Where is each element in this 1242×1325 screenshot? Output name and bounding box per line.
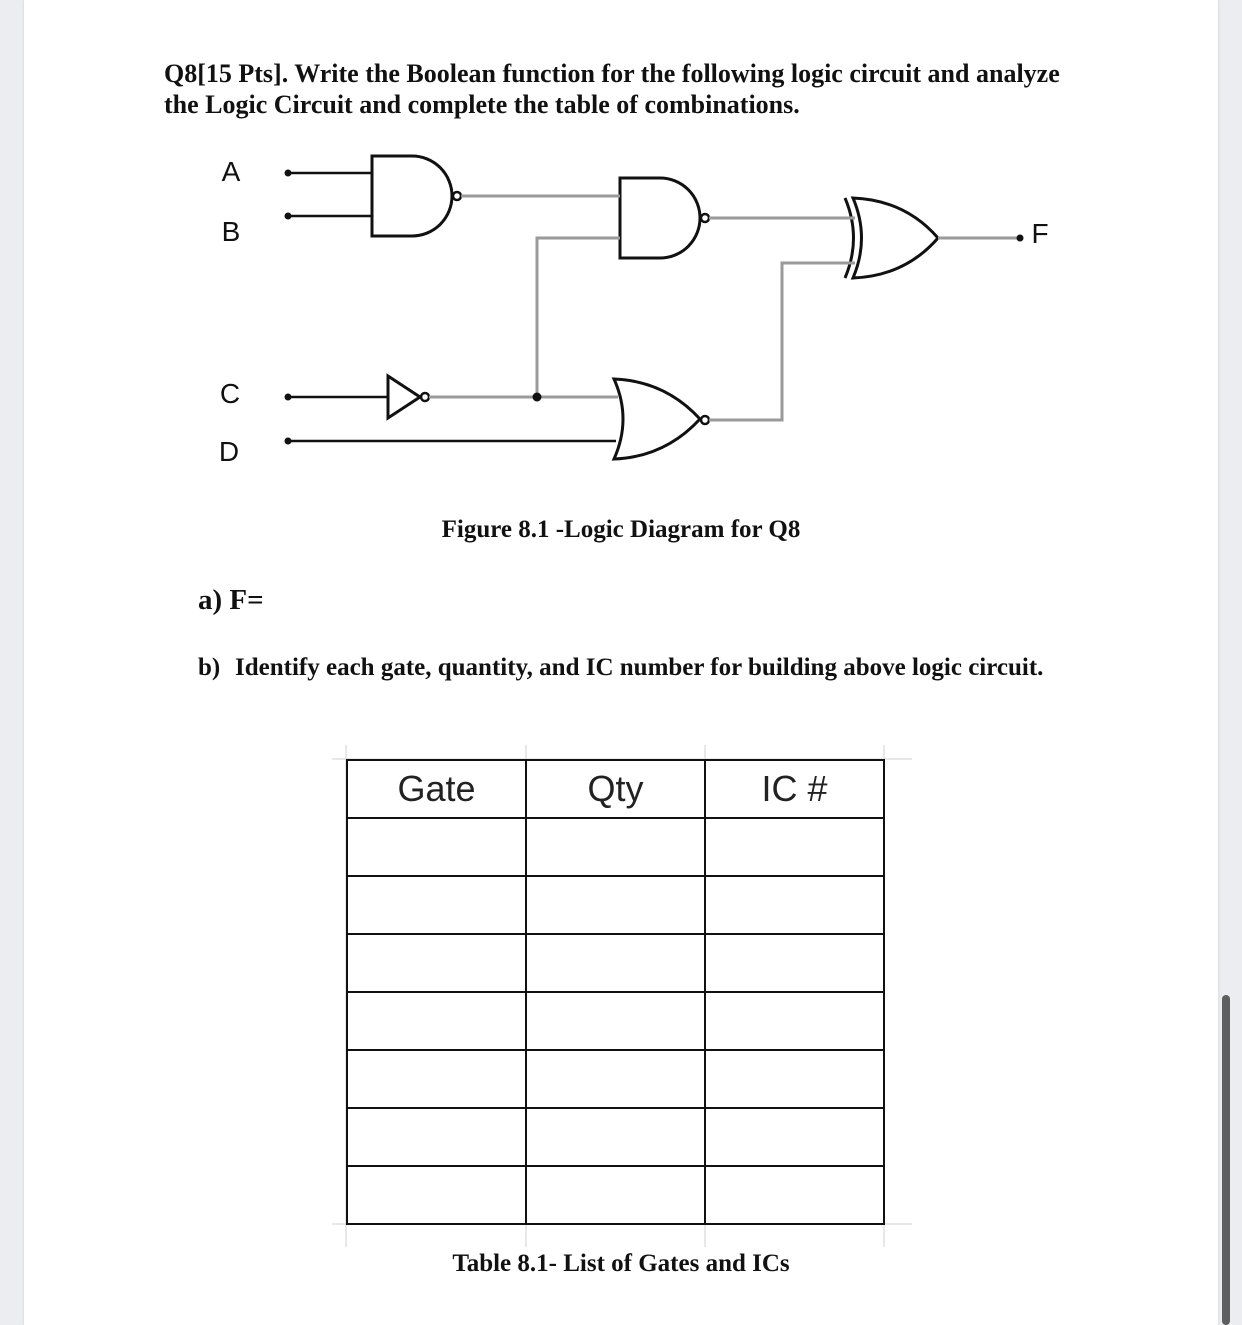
table-row — [347, 992, 884, 1050]
table-cell[interactable] — [347, 992, 526, 1050]
table-row — [347, 1166, 884, 1224]
input-label-b: B — [221, 216, 241, 247]
table-cell[interactable] — [705, 876, 884, 934]
table-row — [347, 1050, 884, 1108]
input-label-c: C — [219, 378, 241, 409]
table-cell[interactable] — [705, 934, 884, 992]
table-row — [347, 934, 884, 992]
output-label-f: F — [1031, 218, 1049, 249]
table-cell[interactable] — [347, 818, 526, 876]
table-cell[interactable] — [705, 1166, 884, 1224]
table-caption: Table 8.1- List of Gates and ICs — [452, 1250, 790, 1277]
header-gate: Gate — [347, 760, 526, 818]
table-row — [347, 818, 884, 876]
part-b-text: Identify each gate, quantity, and IC number for building above logic circuit. — [235, 654, 1044, 681]
question-title: Q8[15 Pts]. Write the Boolean function for the following logic circuit and analyze the Logic Circuit and complete the table of combinations. — [164, 59, 1060, 119]
table-cell[interactable] — [705, 1108, 884, 1166]
table-cell[interactable] — [347, 876, 526, 934]
part-a-answer-label: a) F= — [198, 584, 264, 616]
table-cell[interactable] — [705, 1050, 884, 1108]
table-cell[interactable] — [526, 1166, 705, 1224]
table-cell[interactable] — [347, 1166, 526, 1224]
input-label-a: A — [221, 156, 241, 187]
table-row — [347, 876, 884, 934]
table-cell[interactable] — [705, 818, 884, 876]
table-cell[interactable] — [347, 1050, 526, 1108]
table-cell[interactable] — [526, 818, 705, 876]
header-qty: Qty — [526, 760, 705, 818]
table-row — [347, 1108, 884, 1166]
table-cell[interactable] — [347, 934, 526, 992]
table-cell[interactable] — [526, 1050, 705, 1108]
table-cell[interactable] — [526, 934, 705, 992]
table-cell[interactable] — [347, 1108, 526, 1166]
table-cell[interactable] — [526, 876, 705, 934]
figure-caption: Figure 8.1 -Logic Diagram for Q8 — [441, 516, 801, 543]
gates-table — [346, 759, 885, 1225]
table-cell[interactable] — [705, 992, 884, 1050]
part-b-label: b) — [198, 654, 221, 681]
header-ic: IC # — [705, 760, 884, 818]
table-cell[interactable] — [526, 992, 705, 1050]
input-label-d: D — [218, 436, 240, 467]
table-cell[interactable] — [526, 1108, 705, 1166]
table-header-row — [347, 760, 884, 818]
